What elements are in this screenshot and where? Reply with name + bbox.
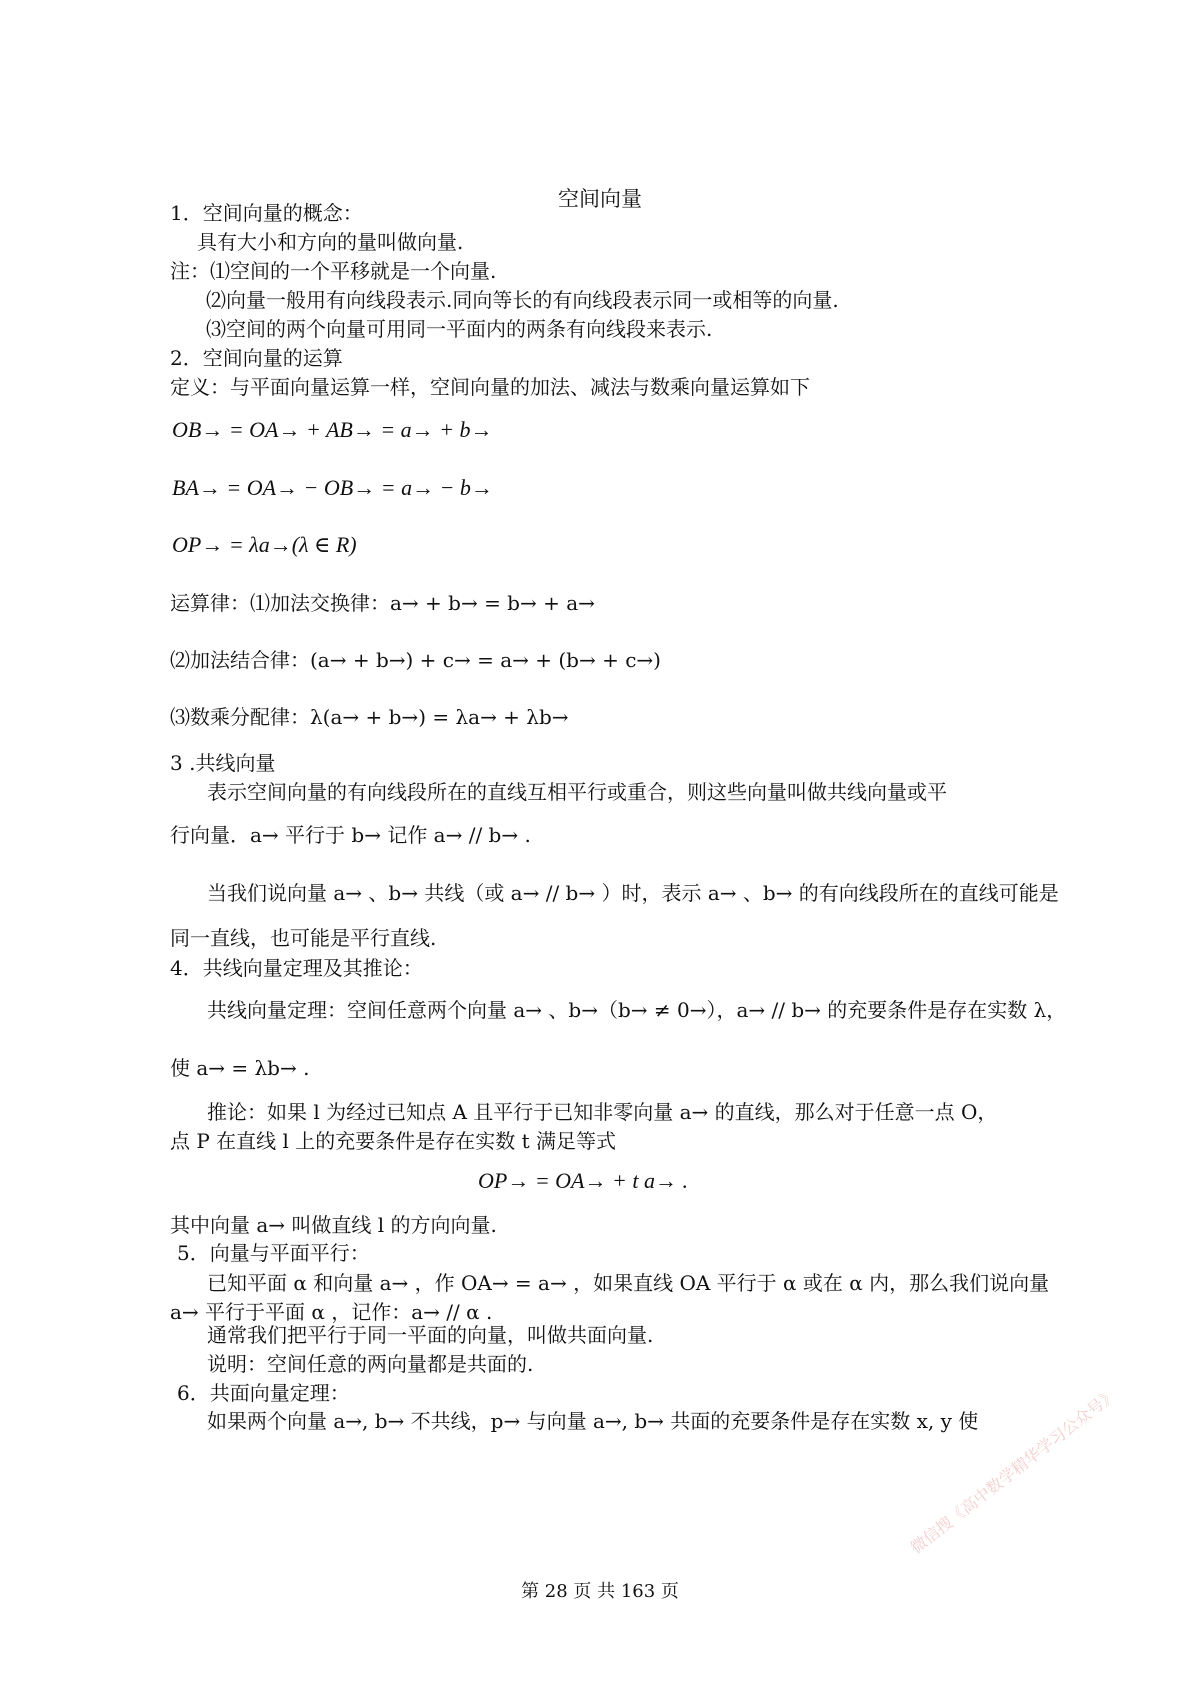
corollary-equation: OP→ = OA→ + t a→ .	[478, 1168, 688, 1193]
page-title: 空间向量	[558, 187, 642, 211]
law-associative: ⑵加法结合律：(a→ + b→) + c→ = a→ + (b→ + c→)	[170, 648, 661, 672]
corollary-cont: 点 P 在直线 l 上的充要条件是存在实数 t 满足等式	[170, 1129, 617, 1153]
section-3-para-2b: 同一直线，也可能是平行直线.	[170, 926, 437, 950]
section-1-body: 具有大小和方向的量叫做向量.	[197, 230, 464, 254]
law-commutative: 运算律：⑴加法交换律：a→ + b→ = b→ + a→	[170, 591, 595, 615]
section-1-heading: 1．空间向量的概念：	[170, 201, 363, 225]
section-3-para-1a: 表示空间向量的有向线段所在的直线互相平行或重合，则这些向量叫做共线向量或平	[207, 780, 947, 804]
section-3-para-1b: 行向量．a→ 平行于 b→ 记作 a→ // b→ .	[170, 823, 531, 847]
direction-vector-text: 其中向量 a→ 叫做直线 l 的方向向量.	[170, 1213, 497, 1237]
note-2: ⑵向量一般用有向线段表示.同向等长的有向线段表示同一或相等的向量.	[206, 288, 839, 312]
equation-subtraction: BA→ = OA→ − OB→ = a→ − b→	[172, 475, 493, 500]
section-5-note: 说明：空间任意的两向量都是共面的.	[207, 1352, 534, 1376]
definition-text: 定义：与平面向量运算一样，空间向量的加法、减法与数乘向量运算如下	[170, 375, 810, 399]
section-4-heading: 4．共线向量定理及其推论：	[170, 956, 423, 980]
section-5-para-1a: 已知平面 α 和向量 a→ ，作 OA→ = a→ ，如果直线 OA 平行于 α 或在 α 内，那么我们说向量	[207, 1271, 1050, 1295]
corollary-text: 推论：如果 l 为经过已知点 A 且平行于已知非零向量 a→ 的直线，那么对于任意一点 O，	[207, 1100, 998, 1124]
section-5-para-1b: a→ 平行于平面 α ，记作：a→ // α .	[170, 1300, 493, 1324]
equation-addition: OB→ = OA→ + AB→ = a→ + b→	[172, 417, 493, 442]
note-1: 注：⑴空间的一个平移就是一个向量.	[170, 259, 497, 283]
equation-scalar: OP→ = λa→(λ ∈ R)	[172, 532, 357, 557]
section-2-heading: 2．空间向量的运算	[170, 346, 343, 370]
watermark: 微信搜《高中数学精华学习公众号》	[906, 1384, 1121, 1558]
page-footer: 第 28 页 共 163 页	[521, 1581, 679, 1602]
collinear-theorem: 共线向量定理：空间任意两个向量 a→ 、b→（b→ ≠ 0→），a→ // b→ 的充要条件是存在实数 λ，	[207, 998, 1067, 1022]
collinear-theorem-cont: 使 a→ = λb→ .	[170, 1056, 310, 1080]
section-5-para-2: 通常我们把平行于同一平面的向量，叫做共面向量.	[207, 1323, 654, 1347]
section-3-para-2a: 当我们说向量 a→ 、b→ 共线（或 a→ // b→ ）时，表示 a→ 、b→ 的有向线段所在的直线可能是	[207, 881, 1059, 905]
section-6-para: 如果两个向量 a→, b→ 不共线，p→ 与向量 a→, b→ 共面的充要条件是存在实数 x, y 使	[207, 1409, 979, 1433]
law-distributive: ⑶数乘分配律：λ(a→ + b→) = λa→ + λb→	[170, 705, 569, 729]
section-6-heading: 6．共面向量定理：	[177, 1381, 350, 1405]
section-5-heading: 5．向量与平面平行：	[177, 1241, 370, 1265]
note-3: ⑶空间的两个向量可用同一平面内的两条有向线段来表示.	[206, 317, 713, 341]
section-3-heading: 3 .共线向量	[170, 751, 276, 775]
